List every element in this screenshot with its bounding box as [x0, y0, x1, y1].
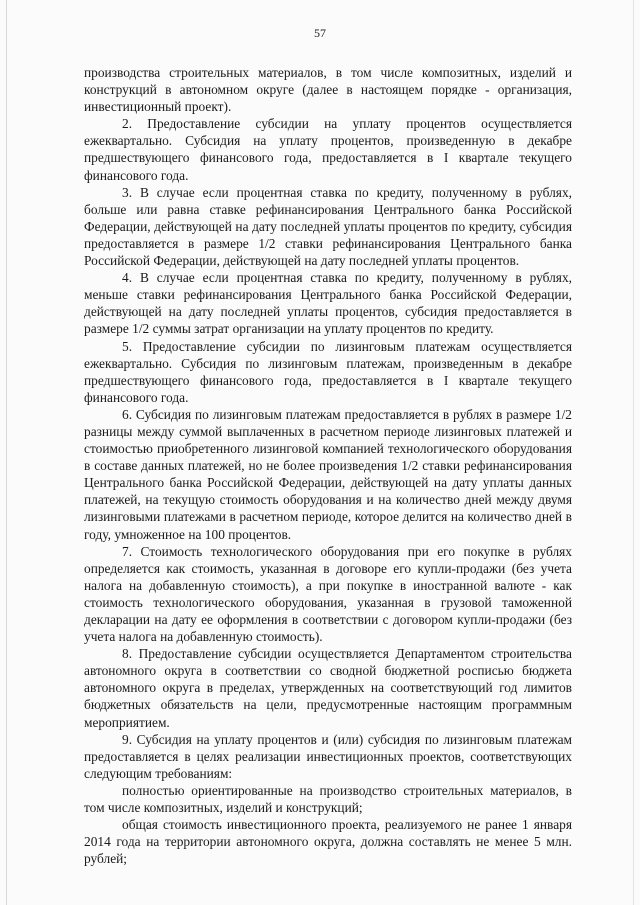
requirement-item-1: полностью ориентированные на производство строительных материалов, в том числе композитных, изделий и конструкций; [84, 782, 572, 816]
paragraph-8: 8. Предоставление субсидии осуществляется Департаментом строительства автономного округа в соответствии со сводной бюджетной росписью бюджета автономного округа в пределах, утвержденных на соответствующий год лимитов бюджетных обязательств на цели, предусмотренные настоящим программным мероприятием. [84, 646, 572, 730]
paragraph-continuation: производства строительных материалов, в том числе композитных, изделий и конструкций в автономном округе (далее в настоящем порядке - организация, инвестиционный проект). [84, 65, 572, 115]
paragraph-6: 6. Субсидия по лизинговым платежам предоставляется в рублях в размере 1/2 разницы между суммой выплаченных в расчетном периоде лизинговых платежей и стоимостью приобретенного лизинговой компанией технологического оборудования в составе данных платежей, но не более произведения 1/2 ставки рефинансирования Центрального банка Российской Федерации, действующей на дату уплаты данных платежей, на текущую стоимость оборудования и на количество дней между двумя лизинговыми платежами в расчетном периоде, которое делится на количество дней в году, умноженное на 100 процентов. [84, 406, 572, 542]
page-edge-right [633, 0, 634, 905]
paragraph-2: 2. Предоставление субсидии на уплату процентов осуществляется ежеквартально. Субсидия на уплату процентов, произведенную в декабре предшествующего финансового года, предоставляется в I квартале текущего финансового года. [84, 116, 572, 183]
paragraph-4: 4. В случае если процентная ставка по кредиту, полученному в рублях, меньше ставки рефинансирования Центрального банка Российской Федерации, действующей на дату последней уплаты процентов, субсидия предоставляется в размере 1/2 суммы затрат организации на уплату процентов по кредиту. [84, 270, 572, 337]
paragraph-3: 3. В случае если процентная ставка по кредиту, полученному в рублях, больше или равна ставке рефинансирования Центрального банка Российской Федерации, действующей на дату последней уплаты процентов по кредиту, субсидия предоставляется в размере 1/2 ставки рефинансирования Центрального банка Российской Федерации, действующей на дату последней уплаты процентов. [84, 184, 572, 269]
page-number: 57 [314, 26, 326, 40]
document-body [84, 64, 572, 867]
paragraph-9: 9. Субсидия на уплату процентов и (или) субсидия по лизинговым платежам предоставляется в целях реализации инвестиционных проектов, соответствующих следующим требованиям: [84, 731, 572, 781]
paragraph-7: 7. Стоимость технологического оборудования при его покупке в рублях определяется как стоимость, указанная в договоре его купли-продажи (без учета налога на добавленную стоимость), а при покупке в иностранной валюте - как стоимость технологического оборудования, указанная в грузовой таможенной декларации на дату ее оформления в соответствии с договором купли-продажи (без учета налога на добавленную стоимость). [84, 543, 572, 645]
requirement-item-2: общая стоимость инвестиционного проекта, реализуемого не ранее 1 января 2014 года на территории автономного округа, должна составлять не менее 5 млн. рублей; [84, 817, 572, 867]
page-edge-left [6, 0, 7, 905]
paragraph-5: 5. Предоставление субсидии по лизинговым платежам осуществляется ежеквартально. Субсидия по лизинговым платежам, произведенным в декабре предшествующего финансового года, предоставляется в I квартале текущего финансового года. [84, 338, 572, 405]
